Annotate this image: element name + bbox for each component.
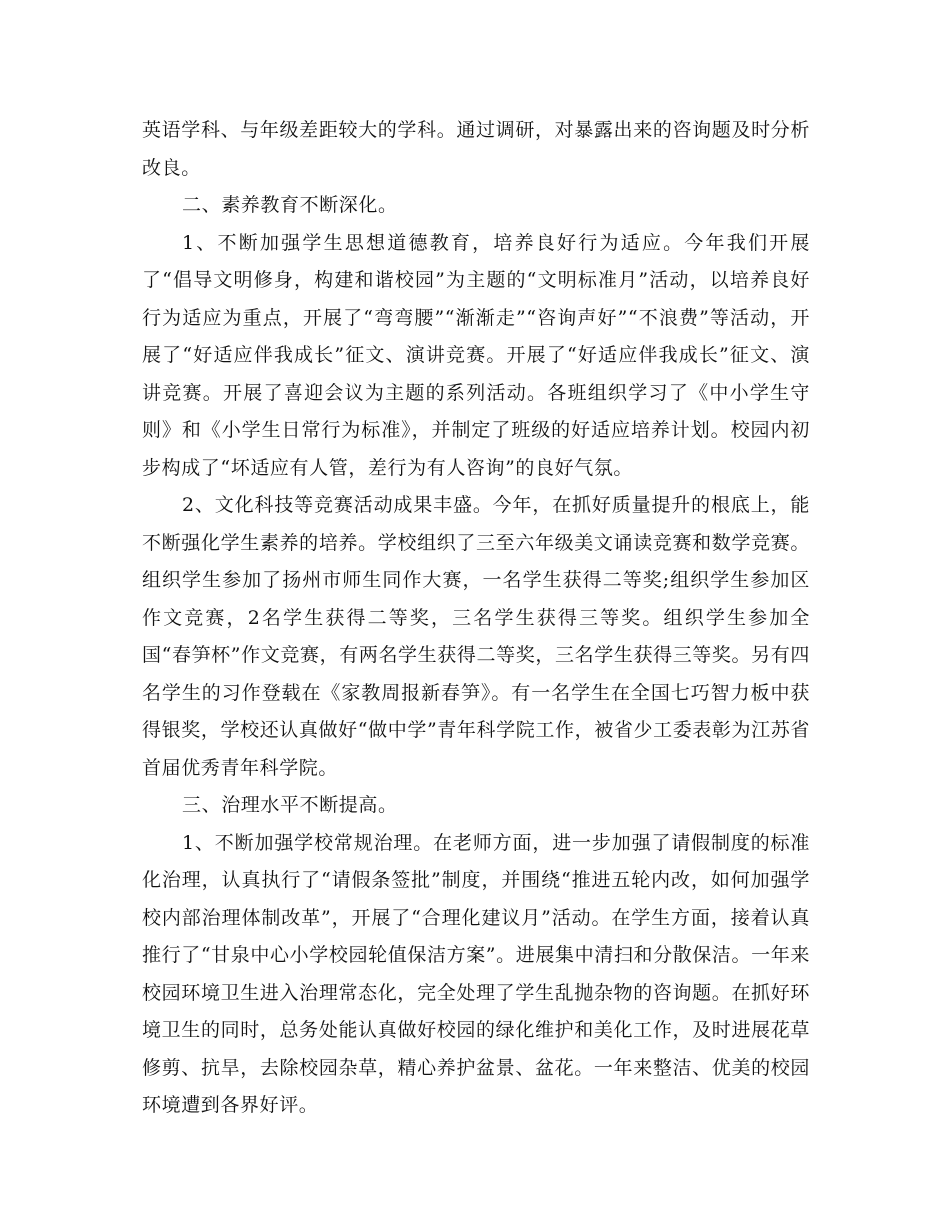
paragraph-competitions: 2、文化科技等竞赛活动成果丰盛。今年，在抓好质量提升的根底上，能不断强化学生素养的培养。学校组织了三至六年级美文诵读竞赛和数学竞赛。组织学生参加了扬州市师生同作大赛，一名学生获得二等奖;组织学生参加区作文竞赛，2名学生获得二等奖，三名学生获得三等奖。组织学生参加全国“春笋杯”作文竞赛，有两名学生获得二等奖，三名学生获得三等奖。另有四名学生的习作登载在《家教周报新春笋》。有一名学生在全国七巧智力板中获得银奖，学校还认真做好“做中学”青年科学院工作，被省少工委表彰为江苏省首届优秀青年科学院。 [142, 494, 810, 779]
paragraph-continuation: 英语学科、与年级差距较大的学科。通过调研，对暴露出来的咨询题及时分析改良。 [142, 119, 810, 179]
paragraph-moral-education: 1、不断加强学生思想道德教育，培养良好行为适应。今年我们开展了“倡导文明修身，构建和谐校园”为主题的“文明标准月”活动，以培养良好行为适应为重点，开展了“弯弯腰”“渐渐走”“咨询声好”“不浪费”等活动，开展了“好适应伴我成长”征文、演讲竞赛。开展了“好适应伴我成长”征文、演讲竞赛。开展了喜迎会议为主题的系列活动。各班组织学习了《中小学生守则》和《小学生日常行为标准》，并制定了班级的好适应培养计划。校园内初步构成了“坏适应有人管，差行为有人咨询”的良好气氛。 [142, 231, 810, 479]
paragraph-school-management: 1、不断加强学校常规治理。在老师方面，进一步加强了请假制度的标准化治理，认真执行了“请假条签批”制度，并围绕“推进五轮内改，如何加强学校内部治理体制改革”，开展了“合理化建议月”活动。在学生方面，接着认真推行了“甘泉中心小学校园轮值保洁方案”。进展集中清扫和分散保洁。一年来校园环境卫生进入治理常态化，完全处理了学生乱抛杂物的咨询题。在抓好环境卫生的同时，总务处能认真做好校园的绿化维护和美化工作，及时进展花草修剪、抗旱，去除校园杂草，精心养护盆景、盆花。一年来整洁、优美的校园环境遭到各界好评。 [142, 831, 810, 1116]
section-heading-3: 三、治理水平不断提高。 [182, 794, 398, 816]
document-body [142, 112, 810, 1125]
section-heading-2: 二、素养教育不断深化。 [182, 194, 398, 216]
